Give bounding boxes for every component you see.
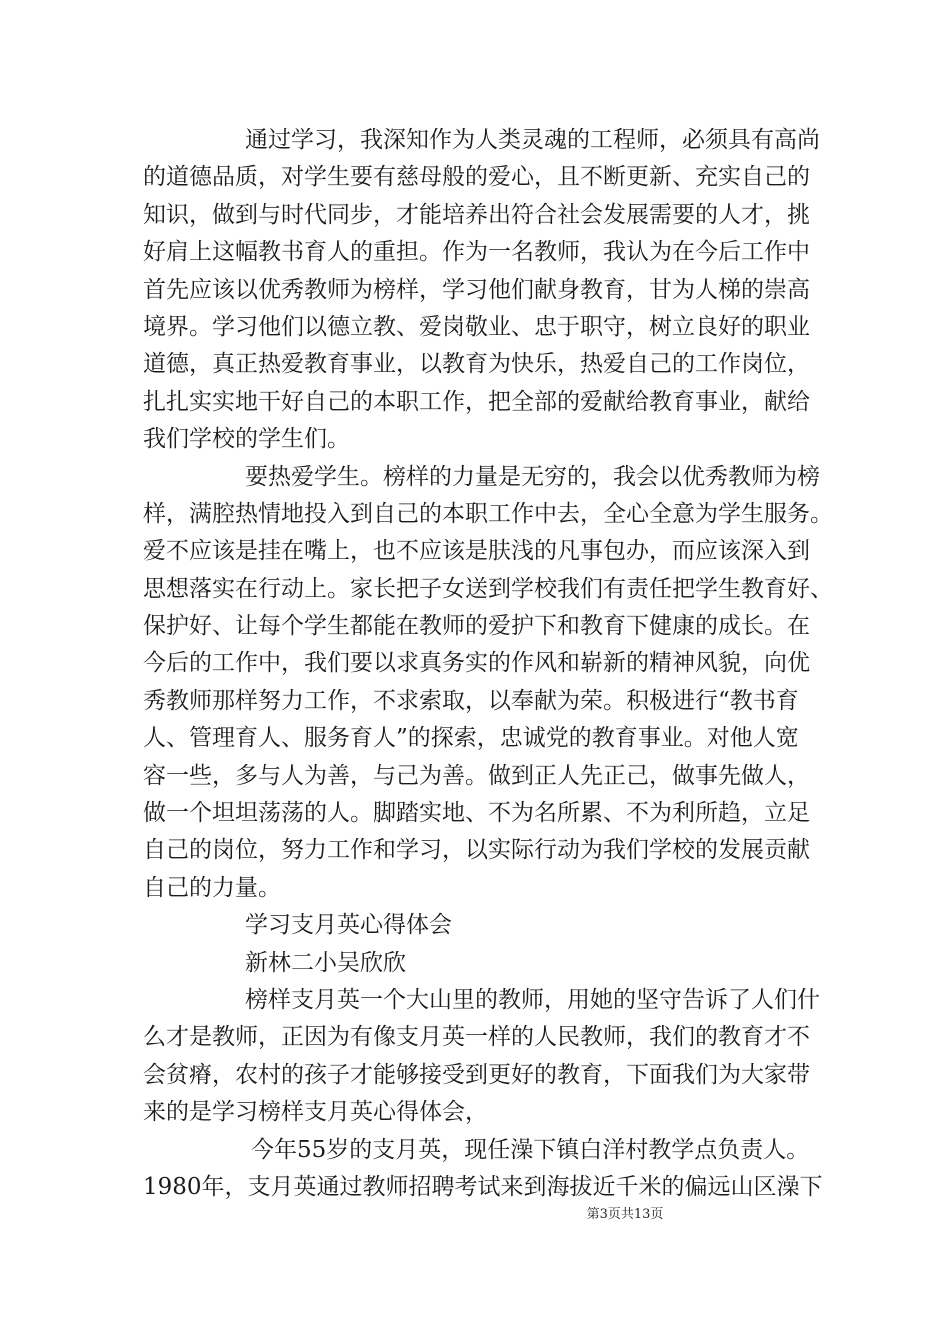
text-line: 保护好、让每个学生都能在教师的爱护下和教育下健康的成长。在 <box>143 613 810 640</box>
section-title: 学习支月英心得体会 <box>245 912 452 939</box>
text-line: 首先应该以优秀教师为榜样，学习他们献身教育，甘为人梯的崇高 <box>143 276 810 303</box>
text-line: 通过学习，我深知作为人类灵魂的工程师，必须具有高尚 <box>245 127 820 153</box>
page-number: 第3页共13页 <box>586 1207 664 1222</box>
text-line: 我们学校的学生们。 <box>143 426 350 453</box>
text-line: 要热爱学生。榜样的力量是无穷的，我会以优秀教师为榜 <box>245 463 820 490</box>
text-line: 扎扎实实地干好自己的本职工作，把全部的爱献给教育事业，献给 <box>143 388 810 415</box>
text-line: 自己的力量。 <box>143 874 281 901</box>
text-line: 容一些，多与人为善，与己为善。做到正人先正己，做事先做人， <box>143 762 810 789</box>
text-line: 么才是教师，正因为有像支月英一样的人民教师，我们的教育才不 <box>143 1024 810 1051</box>
text-line: 今后的工作中，我们要以求真务实的作风和崭新的精神风貌，向优 <box>143 650 810 677</box>
text-line: 会贫瘠，农村的孩子才能够接受到更好的教育，下面我们为大家带 <box>143 1061 810 1088</box>
text-line: 今年55岁的支月英，现任澡下镇白洋村教学点负责人。 <box>251 1136 810 1163</box>
text-line: 样，满腔热情地投入到自己的本职工作中去，全心全意为学生服务。 <box>143 500 833 527</box>
text-line: 的道德品质，对学生要有慈母般的爱心，且不断更新、充实自己的 <box>143 164 810 191</box>
text-line: 人、管理育人、服务育人”的探索，忠诚党的教育事业。对他人宽 <box>143 725 799 752</box>
author-line: 新林二小吴欣欣 <box>245 949 406 976</box>
text-line: 思想落实在行动上。家长把子女送到学校我们有责任把学生教育好、 <box>143 575 833 602</box>
text-line: 爱不应该是挂在嘴上，也不应该是肤浅的凡事包办，而应该深入到 <box>143 538 810 565</box>
text-line: 做一个坦坦荡荡的人。脚踏实地、不为名所累、不为利所趋，立足 <box>143 800 810 827</box>
text-line: 榜样支月英一个大山里的教师，用她的坚守告诉了人们什 <box>245 986 820 1013</box>
text-line: 道德，真正热爱教育事业，以教育为快乐，热爱自己的工作岗位， <box>143 351 810 378</box>
text-line: 知识，做到与时代同步，才能培养出符合社会发展需要的人才，挑 <box>143 201 810 228</box>
body-text <box>143 122 833 1206</box>
text-line: 好肩上这幅教书育人的重担。作为一名教师，我认为在今后工作中 <box>143 239 810 266</box>
text-line: 1980年，支月英通过教师招聘考试来到海拔近千米的偏远山区澡下 <box>143 1173 823 1200</box>
text-line: 自己的岗位，努力工作和学习，以实际行动为我们学校的发展贡献 <box>143 837 810 864</box>
text-line: 境界。学习他们以德立教、爱岗敬业、忠于职守，树立良好的职业 <box>143 313 810 340</box>
text-line: 来的是学习榜样支月英心得体会， <box>143 1099 488 1126</box>
page-footer <box>0 1203 950 1222</box>
text-line: 秀教师那样努力工作，不求索取，以奉献为荣。积极进行“教书育 <box>143 687 799 714</box>
